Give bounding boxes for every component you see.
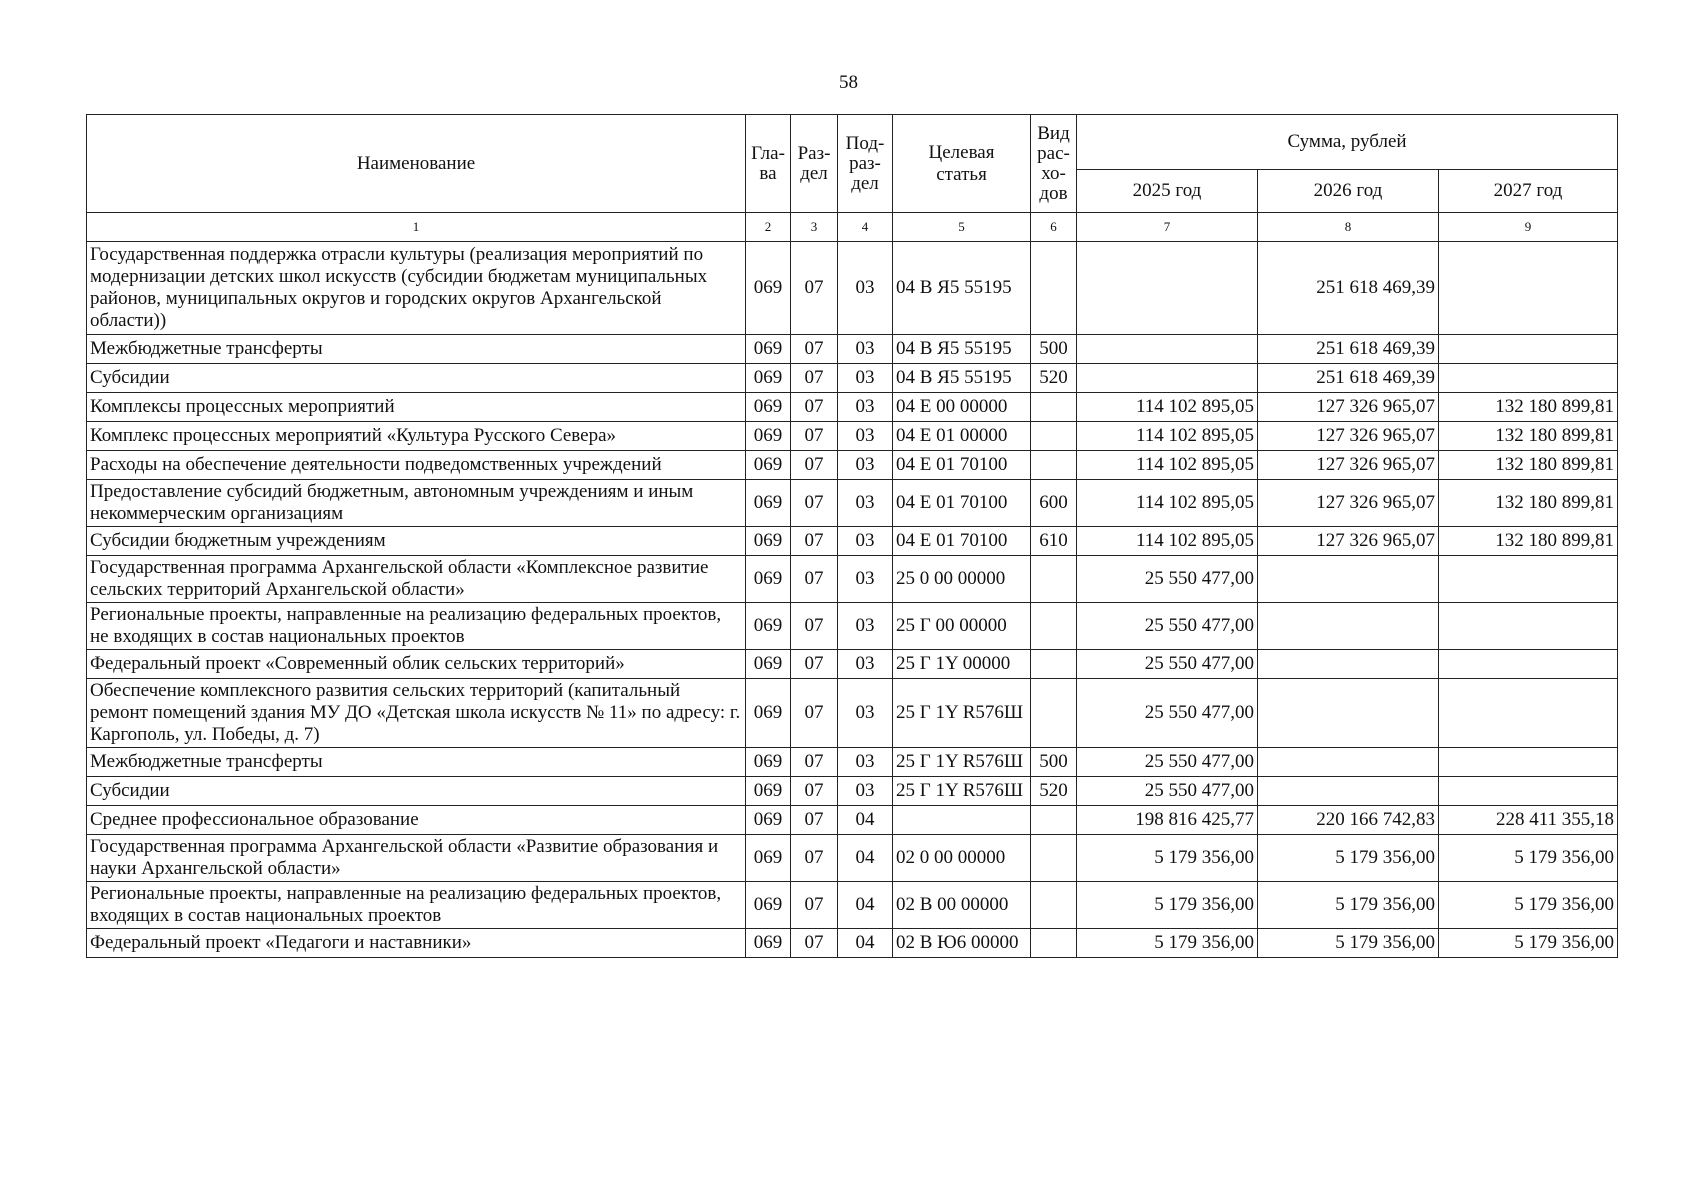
row-razdel: 07 <box>791 835 838 882</box>
row-vid <box>1031 451 1077 480</box>
row-target: 04 В Я5 55195 <box>893 242 1031 335</box>
row-podrazdel: 03 <box>838 650 893 679</box>
table-row <box>87 393 1618 422</box>
row-glava: 069 <box>746 556 791 603</box>
row-sum-2026: 127 326 965,07 <box>1258 393 1439 422</box>
row-podrazdel: 03 <box>838 364 893 393</box>
row-sum-2026: 127 326 965,07 <box>1258 480 1439 527</box>
header-razdel: Раз- дел <box>791 115 838 213</box>
row-target: 04 Е 01 70100 <box>893 480 1031 527</box>
row-sum-2027: 132 180 899,81 <box>1439 451 1618 480</box>
header-glava: Гла- ва <box>746 115 791 213</box>
row-sum-2026 <box>1258 777 1439 806</box>
row-vid <box>1031 806 1077 835</box>
row-podrazdel: 04 <box>838 806 893 835</box>
row-sum-2026: 251 618 469,39 <box>1258 364 1439 393</box>
table-row <box>87 335 1618 364</box>
row-vid: 600 <box>1031 480 1077 527</box>
row-glava: 069 <box>746 451 791 480</box>
row-razdel: 07 <box>791 527 838 556</box>
col-number: 1 <box>87 213 746 242</box>
table-row <box>87 748 1618 777</box>
header-year-2026: 2026 год <box>1258 170 1439 213</box>
row-vid <box>1031 679 1077 748</box>
row-name: Федеральный проект «Педагоги и наставники» <box>87 929 746 958</box>
table-row <box>87 835 1618 882</box>
row-razdel: 07 <box>791 806 838 835</box>
table-row <box>87 882 1618 929</box>
row-glava: 069 <box>746 527 791 556</box>
row-glava: 069 <box>746 929 791 958</box>
row-sum-2025: 114 102 895,05 <box>1077 422 1258 451</box>
row-name: Региональные проекты, направленные на реализацию федеральных проектов, не входящих в состав национальных проектов <box>87 603 746 650</box>
row-podrazdel: 04 <box>838 835 893 882</box>
row-sum-2027: 132 180 899,81 <box>1439 393 1618 422</box>
row-sum-2027: 132 180 899,81 <box>1439 422 1618 451</box>
row-target <box>893 806 1031 835</box>
row-vid <box>1031 242 1077 335</box>
row-name: Государственная программа Архангельской области «Комплексное развитие сельских территорий Архангельской области» <box>87 556 746 603</box>
row-vid: 500 <box>1031 335 1077 364</box>
row-sum-2025: 114 102 895,05 <box>1077 480 1258 527</box>
row-sum-2026 <box>1258 556 1439 603</box>
row-target: 04 Е 01 00000 <box>893 422 1031 451</box>
row-vid <box>1031 835 1077 882</box>
page-number: 58 <box>839 72 858 93</box>
table-row <box>87 556 1618 603</box>
row-name: Межбюджетные трансферты <box>87 335 746 364</box>
row-sum-2027 <box>1439 364 1618 393</box>
row-podrazdel: 03 <box>838 777 893 806</box>
row-glava: 069 <box>746 679 791 748</box>
row-sum-2026: 5 179 356,00 <box>1258 882 1439 929</box>
table-row <box>87 603 1618 650</box>
row-sum-2027: 5 179 356,00 <box>1439 835 1618 882</box>
row-sum-2026: 251 618 469,39 <box>1258 335 1439 364</box>
table-row <box>87 679 1618 748</box>
row-name: Межбюджетные трансферты <box>87 748 746 777</box>
col-number: 7 <box>1077 213 1258 242</box>
row-sum-2027 <box>1439 650 1618 679</box>
table-row <box>87 242 1618 335</box>
row-glava: 069 <box>746 650 791 679</box>
row-vid <box>1031 929 1077 958</box>
row-target: 25 Г 00 00000 <box>893 603 1031 650</box>
row-target: 02 В Ю6 00000 <box>893 929 1031 958</box>
row-sum-2026: 251 618 469,39 <box>1258 242 1439 335</box>
row-sum-2025: 114 102 895,05 <box>1077 393 1258 422</box>
row-sum-2027 <box>1439 748 1618 777</box>
row-target: 25 0 00 00000 <box>893 556 1031 603</box>
row-glava: 069 <box>746 242 791 335</box>
row-razdel: 07 <box>791 679 838 748</box>
row-target: 25 Г 1Y R576Ш <box>893 679 1031 748</box>
row-name: Федеральный проект «Современный облик сельских территорий» <box>87 650 746 679</box>
header-target: Целевая статья <box>893 115 1031 213</box>
row-razdel: 07 <box>791 556 838 603</box>
row-podrazdel: 03 <box>838 335 893 364</box>
row-sum-2026 <box>1258 650 1439 679</box>
row-sum-2025 <box>1077 242 1258 335</box>
row-podrazdel: 04 <box>838 882 893 929</box>
row-target: 25 Г 1Y R576Ш <box>893 748 1031 777</box>
row-name: Субсидии <box>87 777 746 806</box>
table-row <box>87 422 1618 451</box>
row-sum-2027: 132 180 899,81 <box>1439 527 1618 556</box>
row-sum-2025: 25 550 477,00 <box>1077 603 1258 650</box>
row-sum-2025 <box>1077 335 1258 364</box>
row-sum-2026 <box>1258 679 1439 748</box>
table-row <box>87 480 1618 527</box>
row-sum-2025: 5 179 356,00 <box>1077 929 1258 958</box>
header-name: Наименование <box>87 115 746 213</box>
row-sum-2027 <box>1439 679 1618 748</box>
row-podrazdel: 03 <box>838 242 893 335</box>
row-glava: 069 <box>746 882 791 929</box>
row-sum-2027: 5 179 356,00 <box>1439 882 1618 929</box>
row-razdel: 07 <box>791 393 838 422</box>
row-name: Предоставление субсидий бюджетным, автономным учреждениям и иным некоммерческим организациям <box>87 480 746 527</box>
col-number: 8 <box>1258 213 1439 242</box>
row-sum-2025: 114 102 895,05 <box>1077 527 1258 556</box>
row-podrazdel: 04 <box>838 929 893 958</box>
row-vid: 520 <box>1031 777 1077 806</box>
col-number: 6 <box>1031 213 1077 242</box>
row-vid: 520 <box>1031 364 1077 393</box>
row-sum-2025: 25 550 477,00 <box>1077 748 1258 777</box>
row-podrazdel: 03 <box>838 556 893 603</box>
row-target: 04 В Я5 55195 <box>893 335 1031 364</box>
table-row <box>87 777 1618 806</box>
row-sum-2026: 220 166 742,83 <box>1258 806 1439 835</box>
row-podrazdel: 03 <box>838 679 893 748</box>
row-podrazdel: 03 <box>838 451 893 480</box>
row-razdel: 07 <box>791 364 838 393</box>
row-vid: 500 <box>1031 748 1077 777</box>
row-podrazdel: 03 <box>838 527 893 556</box>
table-row <box>87 929 1618 958</box>
row-razdel: 07 <box>791 335 838 364</box>
row-glava: 069 <box>746 480 791 527</box>
row-name: Государственная поддержка отрасли культуры (реализация мероприятий по модернизации детских школ искусств (субсидии бюджетам муниципальных районов, муниципальных округов и городских округов Архангельской области)) <box>87 242 746 335</box>
row-glava: 069 <box>746 393 791 422</box>
row-sum-2026: 127 326 965,07 <box>1258 422 1439 451</box>
header-year-2027: 2027 год <box>1439 170 1618 213</box>
col-number: 9 <box>1439 213 1618 242</box>
row-razdel: 07 <box>791 480 838 527</box>
row-sum-2026 <box>1258 748 1439 777</box>
row-razdel: 07 <box>791 422 838 451</box>
row-name: Комплексы процессных мероприятий <box>87 393 746 422</box>
row-sum-2027: 5 179 356,00 <box>1439 929 1618 958</box>
row-vid <box>1031 650 1077 679</box>
row-vid <box>1031 422 1077 451</box>
row-razdel: 07 <box>791 748 838 777</box>
row-podrazdel: 03 <box>838 422 893 451</box>
row-target: 04 Е 01 70100 <box>893 451 1031 480</box>
col-number: 3 <box>791 213 838 242</box>
header-vid: Вид рас- хо- дов <box>1031 115 1077 213</box>
header-sum: Сумма, рублей <box>1077 115 1618 170</box>
col-number: 5 <box>893 213 1031 242</box>
row-sum-2026: 5 179 356,00 <box>1258 929 1439 958</box>
row-sum-2027 <box>1439 603 1618 650</box>
row-razdel: 07 <box>791 451 838 480</box>
row-sum-2026 <box>1258 603 1439 650</box>
row-razdel: 07 <box>791 603 838 650</box>
row-sum-2025: 198 816 425,77 <box>1077 806 1258 835</box>
column-number-row <box>87 213 1618 242</box>
row-podrazdel: 03 <box>838 748 893 777</box>
row-glava: 069 <box>746 748 791 777</box>
row-glava: 069 <box>746 835 791 882</box>
row-razdel: 07 <box>791 929 838 958</box>
row-razdel: 07 <box>791 650 838 679</box>
row-glava: 069 <box>746 777 791 806</box>
table-row <box>87 806 1618 835</box>
row-name: Субсидии бюджетным учреждениям <box>87 527 746 556</box>
row-name: Субсидии <box>87 364 746 393</box>
row-name: Среднее профессиональное образование <box>87 806 746 835</box>
row-sum-2025: 25 550 477,00 <box>1077 679 1258 748</box>
row-glava: 069 <box>746 422 791 451</box>
row-razdel: 07 <box>791 777 838 806</box>
row-vid: 610 <box>1031 527 1077 556</box>
row-podrazdel: 03 <box>838 603 893 650</box>
col-number: 2 <box>746 213 791 242</box>
row-podrazdel: 03 <box>838 393 893 422</box>
row-sum-2027: 228 411 355,18 <box>1439 806 1618 835</box>
row-sum-2025: 114 102 895,05 <box>1077 451 1258 480</box>
row-target: 02 В 00 00000 <box>893 882 1031 929</box>
row-name: Государственная программа Архангельской области «Развитие образования и науки Архангельской области» <box>87 835 746 882</box>
row-glava: 069 <box>746 335 791 364</box>
row-target: 02 0 00 00000 <box>893 835 1031 882</box>
row-glava: 069 <box>746 603 791 650</box>
row-vid <box>1031 882 1077 929</box>
row-podrazdel: 03 <box>838 480 893 527</box>
row-sum-2027: 132 180 899,81 <box>1439 480 1618 527</box>
row-vid <box>1031 393 1077 422</box>
table-row <box>87 527 1618 556</box>
row-target: 25 Г 1Y 00000 <box>893 650 1031 679</box>
row-sum-2025: 5 179 356,00 <box>1077 882 1258 929</box>
row-sum-2027 <box>1439 242 1618 335</box>
row-sum-2027 <box>1439 777 1618 806</box>
header-podrazdel: Под- раз- дел <box>838 115 893 213</box>
row-sum-2025: 5 179 356,00 <box>1077 835 1258 882</box>
header-year-2025: 2025 год <box>1077 170 1258 213</box>
row-razdel: 07 <box>791 882 838 929</box>
row-name: Обеспечение комплексного развития сельских территорий (капитальный ремонт помещений здания МУ ДО «Детская школа искусств № 11» по адресу: г. Каргополь, ул. Победы, д. 7) <box>87 679 746 748</box>
table-row <box>87 650 1618 679</box>
row-name: Региональные проекты, направленные на реализацию федеральных проектов, входящих в состав национальных проектов <box>87 882 746 929</box>
row-name: Комплекс процессных мероприятий «Культура Русского Севера» <box>87 422 746 451</box>
row-glava: 069 <box>746 806 791 835</box>
row-sum-2027 <box>1439 335 1618 364</box>
row-sum-2025: 25 550 477,00 <box>1077 650 1258 679</box>
row-razdel: 07 <box>791 242 838 335</box>
table-row <box>87 451 1618 480</box>
table-row <box>87 364 1618 393</box>
row-sum-2025 <box>1077 364 1258 393</box>
row-target: 04 Е 01 70100 <box>893 527 1031 556</box>
row-sum-2026: 127 326 965,07 <box>1258 527 1439 556</box>
row-target: 04 В Я5 55195 <box>893 364 1031 393</box>
row-sum-2025: 25 550 477,00 <box>1077 556 1258 603</box>
row-sum-2027 <box>1439 556 1618 603</box>
row-glava: 069 <box>746 364 791 393</box>
row-sum-2026: 5 179 356,00 <box>1258 835 1439 882</box>
row-target: 25 Г 1Y R576Ш <box>893 777 1031 806</box>
col-number: 4 <box>838 213 893 242</box>
row-sum-2026: 127 326 965,07 <box>1258 451 1439 480</box>
row-vid <box>1031 603 1077 650</box>
row-vid <box>1031 556 1077 603</box>
budget-table <box>86 114 1618 958</box>
row-target: 04 Е 00 00000 <box>893 393 1031 422</box>
row-sum-2025: 25 550 477,00 <box>1077 777 1258 806</box>
row-name: Расходы на обеспечение деятельности подведомственных учреждений <box>87 451 746 480</box>
